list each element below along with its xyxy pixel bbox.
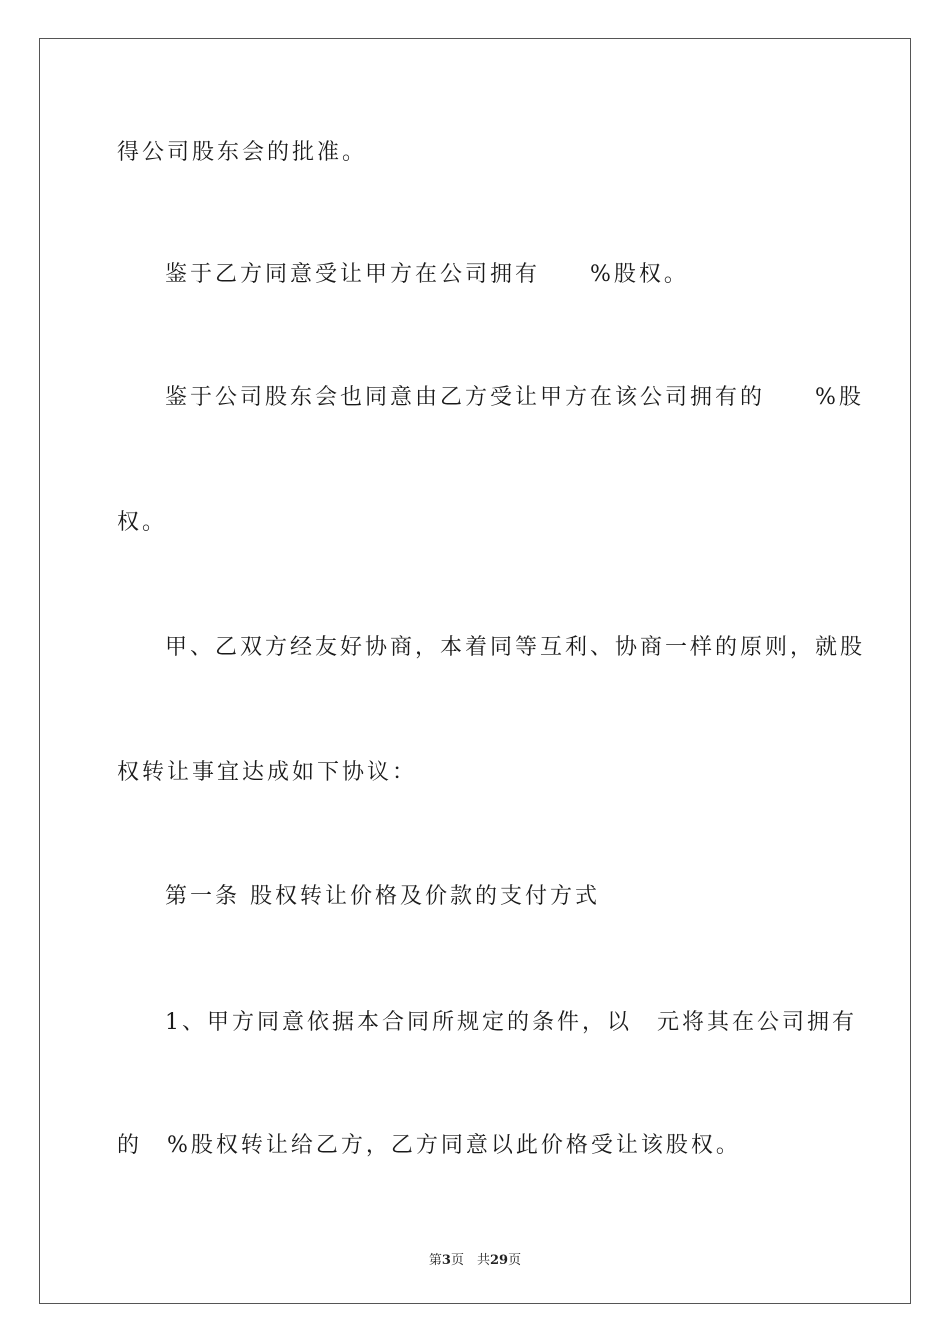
text-line: 甲、乙双方经友好协商，本着同等互利、协商一样的原则，就股 (165, 635, 866, 660)
footer-mid: 页 共 (450, 1253, 490, 1268)
text-line: 第一条 股权转让价格及价款的支付方式 (165, 884, 600, 909)
text-line: 权。 (117, 510, 168, 535)
footer-prefix: 第 (428, 1253, 442, 1268)
footer-suffix: 页 (508, 1253, 522, 1268)
text-line: 鉴于公司股东会也同意由乙方受让甲方在该公司拥有的 %股 (165, 385, 864, 410)
text-line: 鉴于乙方同意受让甲方在公司拥有 %股权。 (165, 262, 689, 287)
page-footer (0, 1249, 950, 1268)
total-pages: 29 (489, 1253, 509, 1268)
text-line: 1、甲方同意依据本合同所规定的条件，以 元将其在公司拥有 (165, 1010, 857, 1035)
text-line: 得公司股东会的批准。 (117, 140, 368, 165)
page-number: 3 (441, 1253, 451, 1268)
text-line: 权转让事宜达成如下协议： (117, 760, 418, 785)
text-line: 的 %股权转让给乙方，乙方同意以此价格受让该股权。 (117, 1133, 741, 1158)
page-border (39, 38, 911, 1304)
